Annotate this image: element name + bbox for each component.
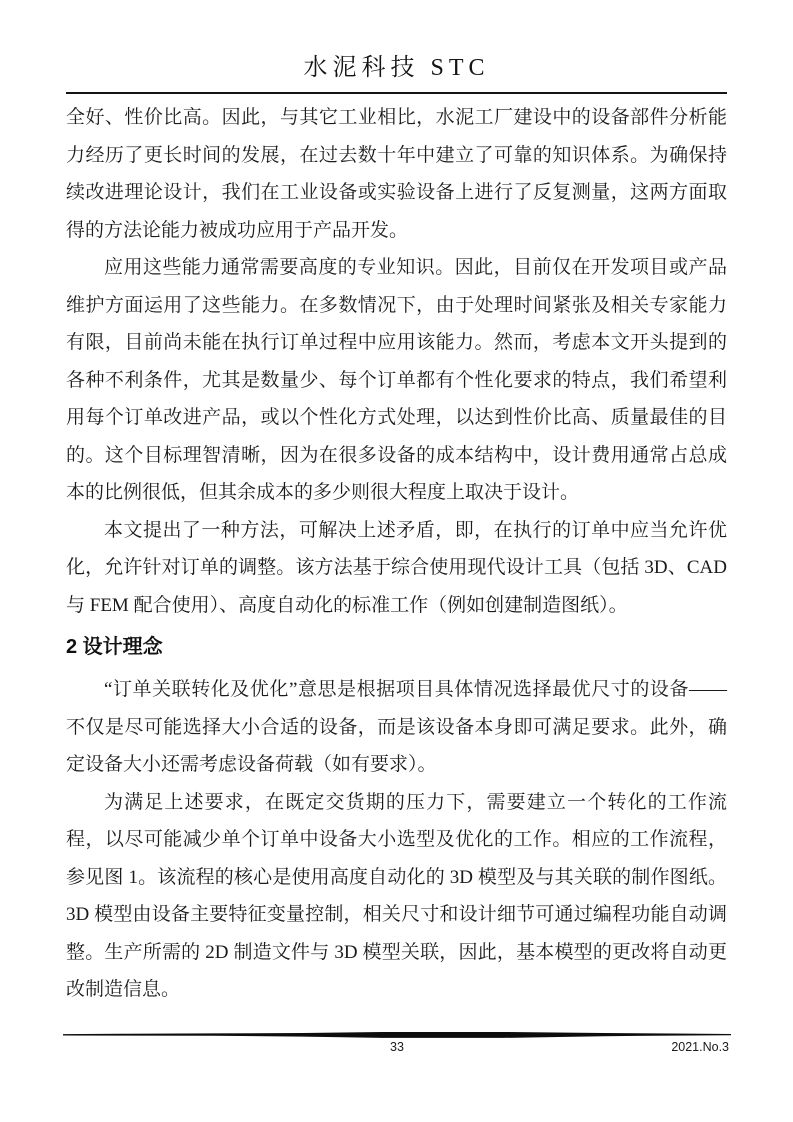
paragraph: “订单关联转化及优化”意思是根据项目具体情况选择最优尺寸的设备——不仅是尽可能选择大小合适的设备，而是该设备本身即可满足要求。此外，确定设备大小还需考虑设备荷载（如有要求）。 [66, 679, 727, 775]
paragraph: 为满足上述要求，在既定交货期的压力下，需要建立一个转化的工作流程，以尽可能减少单个订单中设备大小选型及优化的工作。相应的工作流程，参见图 1。该流程的核心是使用高度自动化的 3D 模型及与其关联的制作图纸。3D 模型由设备主要特征变量控制，相关尺寸和设计细节可通过编程功能自动调整。生产所需的 2D 制造文件与 3D 模型关联，因此，基本模型的更改将自动更改制造信息。 [66, 791, 727, 1000]
page-header [66, 0, 727, 94]
page-body [66, 94, 727, 1009]
footer-rule [63, 1031, 731, 1039]
page-footer [63, 1031, 731, 1058]
section-heading: 2 设计理念 [66, 636, 163, 658]
paragraph-continuation: 全好、性价比高。因此，与其它工业相比，水泥工厂建设中的设备部件分析能力经历了更长时间的发展，在过去数十年中建立了可靠的知识体系。为确保持续改进理论设计，我们在工业设备或实验设备上进行了反复测量，这两方面取得的方法论能力被成功应用于产品开发。 [66, 107, 727, 241]
issue-label: 2021.No.3 [671, 1040, 729, 1054]
paragraph: 应用这些能力通常需要高度的专业知识。因此，目前仅在开发项目或产品维护方面运用了这些能力。在多数情况下，由于处理时间紧张及相关专家能力有限，目前尚未能在执行订单过程中应用该能力。然而，考虑本文开头提到的各种不利条件，尤其是数量少、每个订单都有个性化要求的特点，我们希望利用每个订单改进产品，或以个性化方式处理，以达到性价比高、质量最佳的目的。这个目标理智清晰，因为在很多设备的成本结构中，设计费用通常占总成本的比例很低，但其余成本的多少则很大程度上取决于设计。 [66, 257, 727, 503]
page-number: 33 [390, 1040, 404, 1054]
footer-row [63, 1040, 731, 1058]
paragraph: 本文提出了一种方法，可解决上述矛盾，即，在执行的订单中应当允许优化，允许针对订单的调整。该方法基于综合使用现代设计工具（包括 3D、CAD 与 FEM 配合使用）、高度自动化的标准工作（例如创建制造图纸）。 [66, 519, 727, 616]
journal-title: 水泥科技 STC [303, 55, 490, 81]
